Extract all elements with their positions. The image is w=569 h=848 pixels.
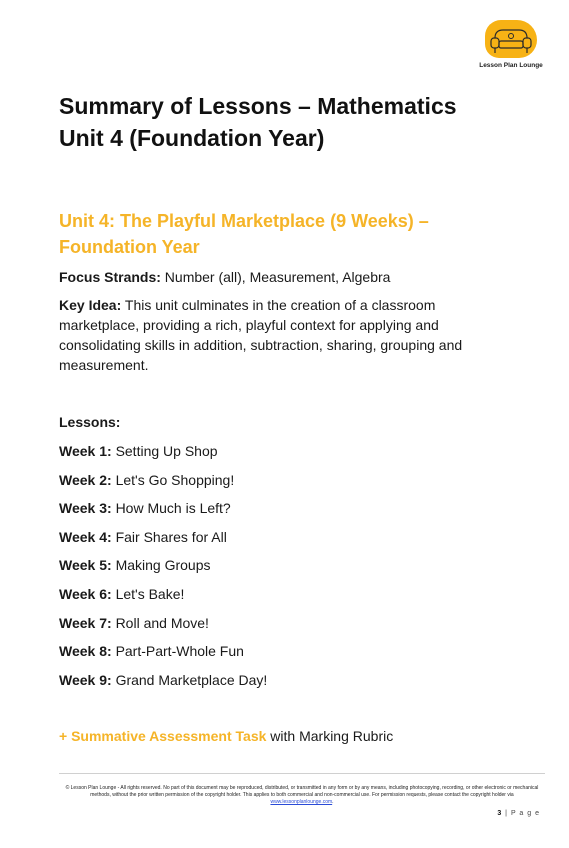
unit-heading-line-1: Unit 4: The Playful Marketplace (9 Weeks) – <box>59 211 429 231</box>
title-line-1: Summary of Lessons – Mathematics <box>59 93 457 119</box>
lesson-item <box>59 670 267 699</box>
copyright-text: © Lesson Plan Lounge - All rights reserved. No part of this document may be reproduced, distributed, or transmitted in any form or by any means, including photocopying, recording, or other electronic or mechanical methods, without the prior written permission of the copyright holder. This applies to both commercial and non-commercial use. For permission requests, please contact the copyright holder via <box>65 785 539 798</box>
lesson-week: Week 2: <box>59 471 112 488</box>
logo-text: Lesson Plan Lounge <box>479 62 543 69</box>
lesson-week: Week 9: <box>59 671 112 688</box>
copyright-notice <box>59 785 545 806</box>
lesson-title: Setting Up Shop <box>115 443 218 459</box>
link-suffix: . <box>332 799 334 805</box>
lesson-title: Grand Marketplace Day! <box>115 671 268 688</box>
assessment-highlight: Summative Assessment Task <box>71 728 267 744</box>
lesson-item <box>59 470 267 499</box>
website-link[interactable]: www.lessonplanlounge.com <box>270 799 333 805</box>
lesson-week: Week 5: <box>59 557 112 574</box>
page-title <box>59 90 529 154</box>
assessment-prefix: + <box>59 728 72 744</box>
assessment-line <box>59 728 393 744</box>
assessment-suffix: with Marking Rubric <box>266 728 394 744</box>
page-label: P a g e <box>510 810 540 817</box>
focus-value: Number (all), Measurement, Algebra <box>164 269 391 285</box>
lesson-week: Week 4: <box>59 528 112 545</box>
footer-divider <box>59 773 545 774</box>
lesson-week: Week 3: <box>59 500 112 517</box>
lesson-title: Let's Go Shopping! <box>115 471 235 488</box>
lesson-title: How Much is Left? <box>115 500 231 517</box>
lesson-item <box>59 555 267 584</box>
lesson-item <box>59 527 267 556</box>
lesson-title: Fair Shares for All <box>115 528 227 545</box>
lesson-item <box>59 584 267 613</box>
unit-heading <box>59 208 519 260</box>
lesson-list <box>59 441 267 698</box>
lesson-title: Part-Part-Whole Fun <box>115 643 244 660</box>
key-idea <box>59 295 509 375</box>
logo <box>479 18 543 74</box>
lesson-week: Week 7: <box>59 614 112 631</box>
lesson-item <box>59 441 267 470</box>
key-idea-value: This unit culminates in the creation of a classroom marketplace, providing a rich, playful context for applying and consolidating skills in addition, subtraction, sharing, grouping and measurement. <box>59 297 463 373</box>
page-number <box>497 810 540 817</box>
lesson-item <box>59 498 267 527</box>
unit-heading-line-2: Foundation Year <box>59 237 200 257</box>
lesson-title: Let's Bake! <box>115 585 185 602</box>
lesson-week: Week 1: <box>59 443 112 459</box>
page-number-value: 3 <box>497 810 503 817</box>
key-idea-label: Key Idea: <box>59 297 122 313</box>
lesson-item <box>59 613 267 642</box>
title-line-2: Unit 4 (Foundation Year) <box>59 125 325 151</box>
sofa-icon <box>487 24 535 58</box>
page-separator: | <box>502 810 511 817</box>
lesson-week: Week 8: <box>59 643 112 660</box>
lessons-label: Lessons: <box>59 414 121 430</box>
focus-label: Focus Strands: <box>59 269 161 285</box>
lesson-title: Making Groups <box>115 557 211 574</box>
lesson-title: Roll and Move! <box>115 614 209 631</box>
focus-strands <box>59 267 509 287</box>
lesson-week: Week 6: <box>59 585 112 602</box>
lesson-item <box>59 641 267 670</box>
